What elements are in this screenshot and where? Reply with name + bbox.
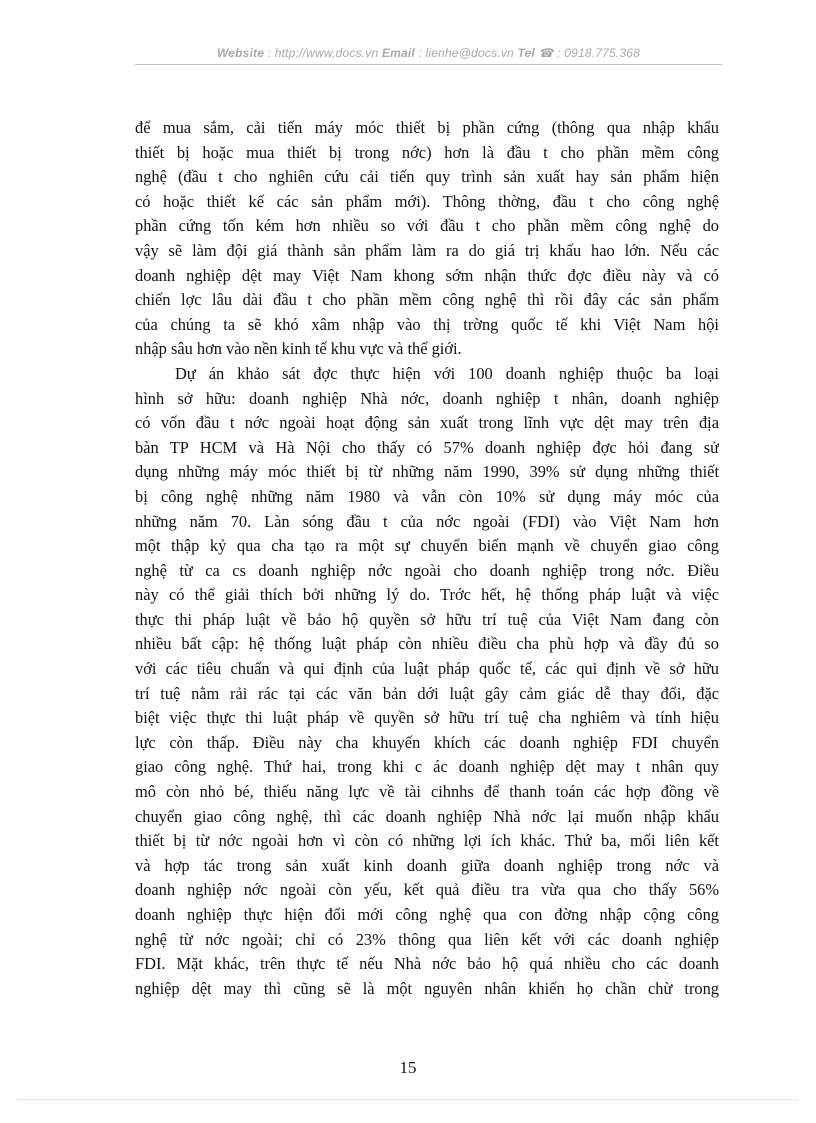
text-line: dụng những máy móc thiết bị từ những năm 1990, 39% sử dụng những thiết (135, 462, 719, 482)
text-line: doanh nghiệp dệt may Việt Nam khong sớm nhận thức đợc điều này và có (135, 265, 719, 285)
text-line: bị công nghệ những năm 1980 và vẫn còn 10% sử dụng máy móc của (135, 486, 719, 506)
text-line: bàn TP HCM và Hà Nội cho thấy có 57% doanh nghiệp đợc hỏi đang sử (135, 437, 719, 457)
page-number: 15 (399, 1058, 417, 1077)
text-line: nghiệp dệt may thì cũng sẽ là một nguyên nhân khiến họ chần chừ trong (135, 978, 719, 998)
text-line: để mua sắm, cải tiến máy móc thiết bị phần cứng (thông qua nhập khẩu (135, 118, 719, 137)
text-line: nghệ từ ca cs doanh nghiệp nớc ngoài cho doanh nghiệp trong nớc. Điều (135, 560, 719, 580)
text-line: chiến lợc lâu dài đầu t cho phần mềm công nghệ thì rồi đây các sản phẩm (135, 290, 719, 310)
text-line: nghệ (đầu t cho nghiên cứu cải tiến quy trình sản xuất hay sản phẩm hiện (135, 167, 719, 187)
text-line: nhập sâu hơn vào nền kinh tế khu vực và thế giới. (135, 339, 462, 359)
text-line: FDI. Mặt khác, trên thực tế nếu Nhà nớc bảo hộ quá nhiều cho các doanh (135, 954, 719, 974)
text-line: của chúng ta sẽ khó xâm nhập vào thị trờng quốc tế khi Việt Nam hội (135, 314, 719, 334)
website-label: Website (216, 46, 265, 60)
text-line: lực còn thấp. Điều này cha khuyến khích các doanh nghiệp FDI chuyển (135, 732, 719, 752)
text-line: nhiều bất cập: hệ thống luật pháp còn nhiều điều cha phù hợp và đầy đủ so (135, 634, 719, 654)
tel-label: Tel (517, 46, 535, 60)
text-line: thiết bị hoặc mua thiết bị trong nớc) hơn là đầu t cho phần mềm công (135, 142, 719, 162)
tel-value: ☎ : 0918.775.368 (534, 46, 641, 60)
text-line: chuyển giao công nghệ, thì các doanh nghiệp Nhà nớc lại muốn nhập khẩu (135, 806, 719, 826)
text-line: có vốn đầu t nớc ngoài hoạt động sản xuất trong lĩnh vực dệt may trên địa (135, 413, 719, 433)
text-line: hình sở hữu: doanh nghiệp Nhà nớc, doanh nghiệp t nhân, doanh nghiệp (135, 388, 719, 408)
email-label: Email (381, 46, 415, 60)
text-line: doanh nghiệp nớc ngoài còn yếu, kết quả điều tra vừa qua cho thấy 56% (135, 880, 719, 900)
text-line: và hợp tác trong sản xuất kinh doanh giữa doanh nghiệp trong nớc và (135, 855, 719, 875)
email-value: : lienhe@docs.vn (414, 46, 518, 60)
text-line: với các tiêu chuẩn và qui định của luật pháp quốc tế, các qui định về sở hữu (135, 659, 719, 679)
page-bottom-divider (18, 1099, 798, 1100)
text-line: nghệ từ nớc ngoài; chỉ có 23% thông qua liên kết với các doanh nghiệp (135, 929, 719, 949)
text-line: những năm 70. Làn sóng đầu t của nớc ngoài (FDI) vào Việt Nam hơn (135, 511, 719, 531)
page-header (135, 46, 722, 60)
text-line: trí tuệ nằm rải rác tại các văn bản dới luật gây cảm giác dễ thay đổi, đặc (135, 683, 719, 703)
text-line: thiết bị từ nớc ngoài hơn vì còn có những lợi ích khác. Thứ ba, mối liên kết (135, 831, 719, 851)
header-divider (135, 64, 722, 65)
body-text (135, 116, 719, 1001)
text-line: Dự án khảo sát đợc thực hiện với 100 doanh nghiệp thuộc ba loại (175, 363, 719, 383)
text-line: thực thi pháp luật về bảo hộ quyền sở hữu trí tuệ của Việt Nam đang còn (135, 609, 719, 629)
text-line: giao công nghệ. Thứ hai, trong khi c ác doanh nghiệp dệt may t nhân quy (135, 757, 719, 777)
text-line: này có thể giải thích bởi những lý do. Trớc hết, hệ thống pháp luật và việc (135, 585, 719, 605)
text-line: vậy sẽ làm đội giá thành sản phẩm làm ra do giá trị khấu hao lớn. Nếu các (135, 240, 719, 260)
text-line: một thập kỷ qua cha tạo ra một sự chuyển biến mạnh về chuyển giao công (135, 536, 719, 556)
text-line: biệt việc thực thi luật pháp về quyền sở hữu trí tuệ cha nghiêm và tính hiệu (135, 708, 719, 728)
text-line: phần cứng tốn kém hơn nhiều so với đầu t cho phần mềm công nghệ do (135, 216, 719, 236)
website-value: : http://www.docs.vn (264, 46, 382, 60)
text-line: có hoặc thiết kế các sản phẩm mới). Thông thờng, đầu t cho công nghệ (135, 191, 719, 211)
text-line: doanh nghiệp thực hiện đổi mới công nghệ qua con đờng nhập cộng công (135, 905, 719, 924)
text-line: mô còn nhỏ bé, thiếu năng lực về tài cihnhs để thanh toán các hợp đồng về (135, 782, 719, 802)
